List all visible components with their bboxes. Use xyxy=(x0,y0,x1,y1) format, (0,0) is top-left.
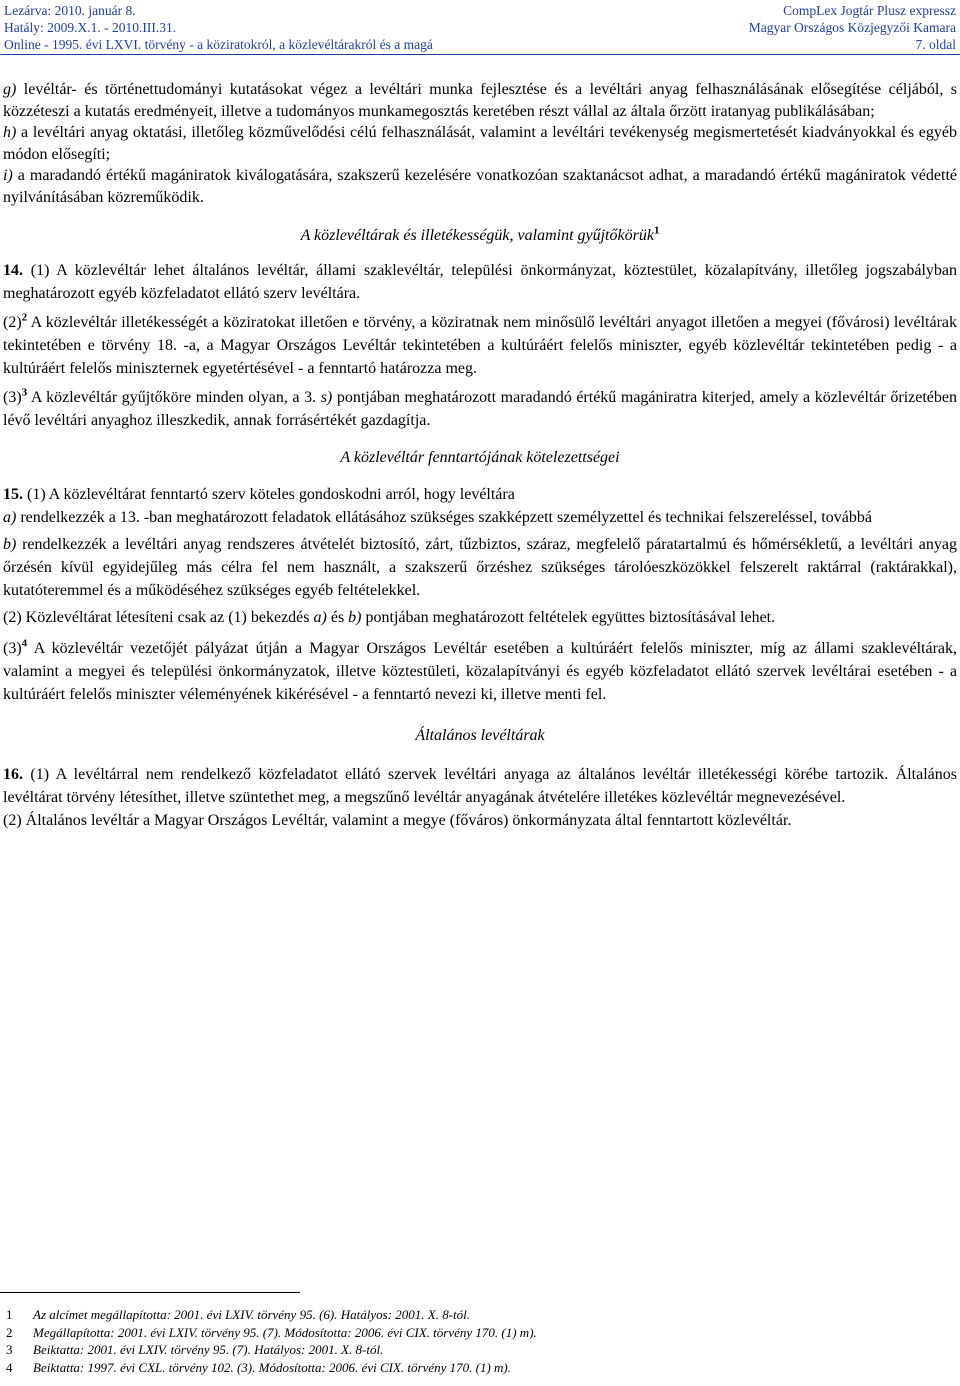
footnote-number: 1 xyxy=(6,1307,13,1322)
section-15-paragraph-3-label: (3) xyxy=(3,640,22,657)
item-letter-g: g) xyxy=(3,81,17,98)
section-16-paragraph-1 xyxy=(0,763,960,809)
section-14-paragraph-3-text-a: A közlevéltár gyűjtőköre minden olyan, a 3. xyxy=(27,389,321,406)
section-15-paragraph-3-text: A közlevéltár vezetőjét pályázat útján a Magyar Országos Levéltár esetében a kultúráért felelős miniszter, míg az állami szaklevéltárak, valamint a megyei és települési önkormányzatok, illetve köztestületi, közalapítványi és egyéb közfeladatot ellátó szervek levéltárai esetében - a kultúráért felelős miniszter véleményének kikérésével - a fenntartó nevezi ki, illetve menti fel. xyxy=(3,640,957,703)
item-letter-b-ref: b) xyxy=(348,609,362,626)
section-15-paragraph-2-text-a: (2) Közlevéltárat létesíteni csak az (1) bekezdés xyxy=(3,609,314,626)
section-16-paragraph-1-text: (1) A levéltárral nem rendelkező közfeladatot ellátó szervek levéltári anyaga az általános levéltár illetékességi körébe tartozik. Általános levéltárat törvény létesíthet, illetve szüntethet meg, a megszűnő levéltár anyagának átvételére illetékes közlevéltár megnevezésével. xyxy=(3,766,957,806)
section-15-paragraph-3 xyxy=(0,637,960,706)
section-14-paragraph-3-text-b: pontjában meghatározott maradandó értékű magániratra kiterjed, amely a közlevéltár őrizetében lévő levéltári anyaghoz illeszkedik, annak forrásértékét gazdagítja. xyxy=(3,389,957,429)
section-number-15: 15. xyxy=(3,486,23,503)
item-letter-h: h) xyxy=(3,124,17,141)
section-number-14: 14. xyxy=(3,262,23,279)
section-15-item-a xyxy=(0,506,960,529)
footnote-separator xyxy=(0,1292,300,1293)
footnote-ref-3: 3 xyxy=(21,386,28,399)
section-15-item-b-text: rendelkezzék a levéltári anyag rendszeres átvételét biztosító, zárt, tűzbiztos, száraz, megfelelő páratartalmú és hőmérsékletű, a levéltári anyag őrzésén kívül egyidejűleg más célra fel nem használt, a szakszerű őrzéshez szükséges tárolóeszközökkel felszerelt raktárral (raktárakkal), kutatóteremmel és a működéséhez szükséges egyéb feltételekkel. xyxy=(3,536,957,599)
footnote-ref-1: 1 xyxy=(653,224,660,237)
item-letter-i: i) xyxy=(3,167,13,184)
header-product-name: CompLex Jogtár Plusz expressz xyxy=(783,3,956,18)
footnote-1 xyxy=(0,1306,960,1324)
paragraph-i xyxy=(0,165,960,208)
footnote-text: Beiktatta: 1997. évi CXL. törvény 102. (3). Módosította: 2006. évi CIX. törvény 170. (1) m). xyxy=(33,1359,512,1375)
section-heading-3: Általános levéltárak xyxy=(415,727,545,744)
section-14-paragraph-2 xyxy=(0,311,960,380)
header-validity: Hatály: 2009.X.1. - 2010.III.31. xyxy=(4,20,177,35)
section-14-paragraph-1-text: (1) A közlevéltár lehet általános levéltár, állami szaklevéltár, települési önkormányzat, köztestület, közalapítvány, illetőleg jogszabályban meghatározott egyéb közfeladatot ellátó szerv levéltára. xyxy=(3,262,957,302)
section-15-paragraph-2-text-b: pontjában meghatározott feltételek együttes biztosításával lehet. xyxy=(361,609,776,626)
item-letter-a: a) xyxy=(3,509,17,526)
header-line-2 xyxy=(0,19,960,36)
section-14-paragraph-2-label: (2) xyxy=(3,314,22,331)
section-heading-1-text: A közlevéltárak és illetékességük, valamint gyűjtőkörük xyxy=(300,227,654,244)
paragraph-h xyxy=(0,122,960,165)
document-body xyxy=(0,79,960,832)
footnote-number: 3 xyxy=(6,1342,13,1357)
section-14-paragraph-1 xyxy=(0,259,960,305)
paragraph-h-text: a levéltári anyag oktatási, illetőleg közművelődési célú felhasználását, valamint a levéltári tevékenység megismertetését kiadványokkal és egyéb módon elősegíti; xyxy=(3,124,957,163)
item-letter-s: s) xyxy=(320,389,333,406)
item-letter-a-ref: a) xyxy=(313,609,327,626)
header-line-1 xyxy=(0,2,960,19)
footnote-ref-4: 4 xyxy=(21,637,28,650)
paragraph-i-text: a maradandó értékű magániratok kiválogatására, szakszerű kezelésére vonatkozóan szaktanácsot adhat, a maradandó értékű magániratok védetté nyilvánításában közreműködik. xyxy=(3,167,957,206)
footnote-number: 2 xyxy=(6,1324,13,1340)
section-15-paragraph-2-text-mid: és xyxy=(326,609,349,626)
footnote-text: Beiktatta: 2001. évi LXIV. törvény 95. (7). Hatályos: 2001. X. 8-tól. xyxy=(33,1342,384,1357)
section-heading-1 xyxy=(0,224,960,247)
footnote-ref-2: 2 xyxy=(21,311,28,324)
header-publisher: Magyar Országos Közjegyzői Kamara xyxy=(748,20,956,35)
section-15-paragraph-2 xyxy=(0,606,960,629)
header-lock-date: Lezárva: 2010. január 8. xyxy=(4,3,136,18)
header-document-title: Online - 1995. évi LXVI. törvény - a köziratokról, a közlevéltárakról és a magá xyxy=(4,37,433,52)
section-14-paragraph-2-text: A közlevéltár illetékességét a köziratokat illetően e törvény, a köziratnak nem minősülő levéltári anyagot illetően a megyei (fővárosi) levéltárak tekintetében e törvény 18. -a, a Magyar Országos Levéltár tekintetében a kultúráért felelős miniszter, egyéb közlevéltár tekintetében pedig - a kultúráért felelős miniszternek egyetértésével - a fenntartó határozza meg. xyxy=(3,314,957,377)
footnote-3 xyxy=(0,1341,960,1359)
section-15-item-b xyxy=(0,533,960,602)
section-number-16: 16. xyxy=(3,766,23,783)
section-heading-2: A közlevéltár fenntartójának kötelezettségei xyxy=(340,449,620,466)
header-page-number: 7. oldal xyxy=(915,37,956,52)
footnote-text: Megállapította: 2001. évi LXIV. törvény 95. (7). Módosította: 2006. évi CIX. törvény 170. (1) m). xyxy=(33,1324,537,1340)
footnote-4 xyxy=(0,1359,960,1377)
footnote-number: 4 xyxy=(6,1359,13,1375)
section-14-paragraph-3-label: (3) xyxy=(3,389,22,406)
paragraph-g-text: levéltár- és történettudományi kutatásokat végez a levéltári munka fejlesztése és a levéltári anyag felhasználásának elősegítése céljából, s közzéteszi a kutatás eredményeit, illetve a tudományos munkamegosztás keretében részt vállal az általa őrzött iratanyag publikálásában; xyxy=(3,81,957,120)
section-16-paragraph-2-text: (2) Általános levéltár a Magyar Országos Levéltár, valamint a megye (főváros) önkormányzata által fenntartott közlevéltár. xyxy=(3,812,792,829)
section-15-paragraph-1 xyxy=(0,483,960,506)
footnote-text: Az alcímet megállapította: 2001. évi LXIV. törvény 95. (6). Hatályos: 2001. X. 8-tól. xyxy=(33,1307,470,1322)
section-15-item-a-text: rendelkezzék a 13. -ban meghatározott feladatok ellátásához szükséges szakképzett személyzettel és technikai felszereléssel, továbbá xyxy=(16,509,872,526)
section-15-paragraph-1-text: (1) A közlevéltárat fenntartó szerv köteles gondoskodni arról, hogy levéltára xyxy=(23,486,515,503)
section-16-paragraph-2 xyxy=(0,809,960,832)
header-line-3 xyxy=(0,36,960,53)
paragraph-g xyxy=(0,79,960,122)
item-letter-b: b) xyxy=(3,536,17,553)
footnote-2 xyxy=(0,1324,960,1342)
footnotes xyxy=(0,1306,960,1376)
section-14-paragraph-3 xyxy=(0,386,960,432)
header-rule xyxy=(0,54,960,55)
